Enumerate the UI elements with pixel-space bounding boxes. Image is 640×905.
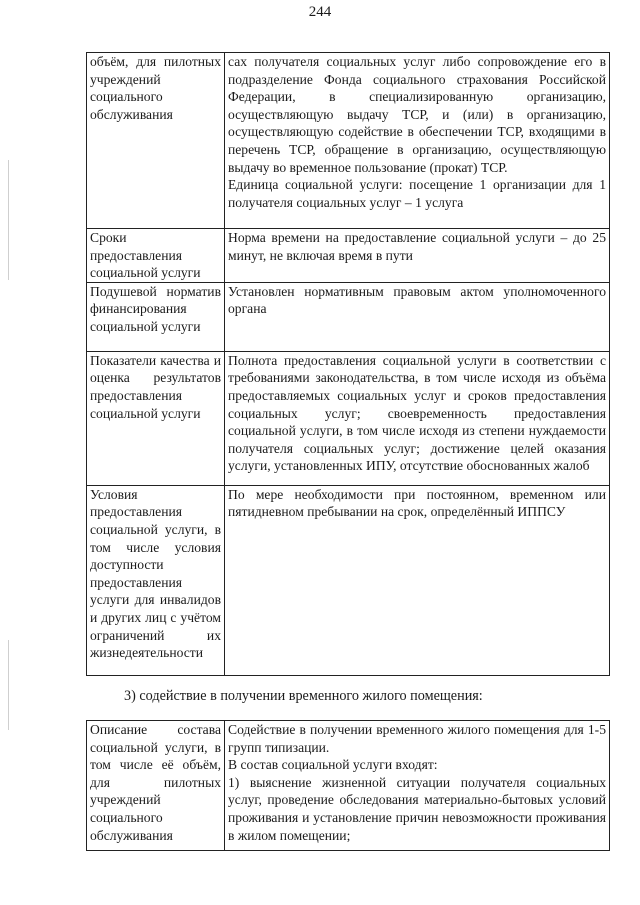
row-content [225, 351, 610, 485]
row-label: Описание состава социальной услуги, в том числе её объём, для пилотных учреждений социального обслуживания [87, 721, 225, 851]
row-paragraph: Норма времени на предоставление социальной услуги – до 25 минут, не включая время в пути [228, 230, 606, 263]
row-content [225, 721, 610, 851]
row-label: Подушевой норматив финансирования социальной услуги [87, 282, 225, 351]
row-paragraph: Полнота предоставления социальной услуги в соответствии с требованиями законодательства, в том числе исходя из объёма предоставляемых социальных услуг и сроков предоставления социальных услуг; своевременность предоставления социальной услуги, в том числе исходя из степени нуждаемости получателя социальных услуг; достижение целей оказания услуги, установленных ИПУ, отсутствие обоснованных жалоб [228, 352, 606, 474]
service-table [86, 720, 610, 851]
row-label: Сроки предоставления социальной услуги [87, 229, 225, 283]
row-paragraph: сах получателя социальных услуг либо сопровождение его в подразделение Фонда социального страхования Российской Федерации, в специализированную организацию, осуществляющую выдачу ТСР, и (или) в организацию, осуществляющую содействие в обеспечении ТСР, входящими в перечень ТСР, обращение в организацию, осуществляющую выдачу во временное пользование (прокат) ТСР. [228, 54, 606, 175]
row-paragraph: Единица социальной услуги: посещение 1 организации для 1 получателя социальных услуг – 1 услуга [228, 177, 606, 210]
row-label: Условия предоставления социальной услуги, в том числе условия доступности предоставления услуги для инвалидов и других лиц с учётом ограничений их жизнедеятельности [87, 485, 225, 675]
row-content [225, 229, 610, 283]
scan-edge-mark [8, 160, 9, 280]
service-table [86, 52, 610, 676]
scan-edge-mark [8, 640, 9, 730]
section-heading: 3) содействие в получении временного жилого помещения: [124, 688, 483, 704]
row-content [225, 53, 610, 229]
row-content [225, 282, 610, 351]
row-content [225, 485, 610, 675]
row-paragraph: По мере необходимости при постоянном, временном или пятидневном пребывании на срок, определённый ИППСУ [228, 486, 606, 520]
row-paragraph: В состав социальной услуги входят: [228, 757, 438, 773]
row-label: Показатели качества и оценка результатов предоставления социальной услуги [87, 351, 225, 485]
row-paragraph: Содействие в получении временного жилого помещения для 1-5 групп типизации. [228, 722, 606, 755]
table-row [87, 721, 610, 851]
page-number: 244 [308, 4, 332, 20]
table-row [87, 282, 610, 351]
table-row [87, 53, 610, 229]
table-row [87, 351, 610, 485]
row-paragraph: 1) выяснение жизненной ситуации получателя социальных услуг, проведение обследования материально-бытовых условий проживания и установление причин невозможности проживания в жилом помещении; [228, 774, 606, 843]
table-row [87, 229, 610, 283]
table-row [87, 485, 610, 675]
row-paragraph: Установлен нормативным правовым актом уполномоченного органа [228, 283, 606, 317]
row-label: объём, для пилотных учреждений социального обслуживания [87, 53, 225, 229]
